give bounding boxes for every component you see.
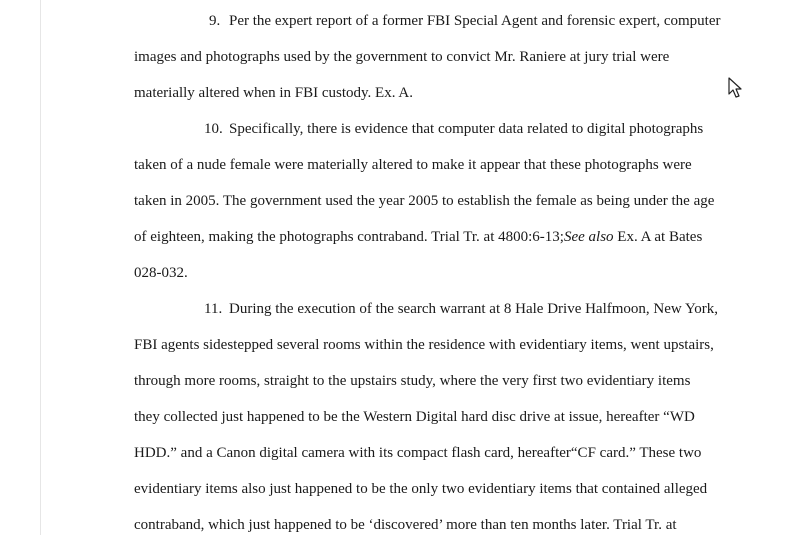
paragraph-number-10: 10.	[204, 121, 223, 137]
paragraph-10-line-2: taken of a nude female were materially altered to make it appear that these photographs were	[134, 157, 692, 173]
paragraph-11-line-5: HDD.” and a Canon digital camera with its compact flash card, hereafter“CF card.” These two	[134, 445, 702, 461]
paragraph-number-11: 11.	[204, 301, 223, 317]
mouse-pointer-icon	[728, 77, 744, 99]
line-4-text-end: Ex. A at Bates	[613, 229, 703, 245]
paragraph-10-first-line: Specifically, there is evidence that computer data related to digital photographs	[229, 121, 704, 137]
paragraph-10-line-5: 028-032.	[134, 265, 188, 281]
paragraph-9-line-3: materially altered when in FBI custody. Ex. A.	[134, 85, 413, 101]
paragraph-11-line-7: contraband, which just happened to be ‘discovered’ more than ten months later. Trial Tr. at	[134, 517, 677, 533]
line-4-text-start: of eighteen, making the photographs contraband. Trial Tr. at 4800:6-13;	[134, 229, 564, 245]
paragraph-11-first-line: During the execution of the search warrant at 8 Hale Drive Halfmoon, New York,	[229, 301, 719, 317]
see-also-citation: See also	[563, 229, 614, 245]
paragraph-10-line-4	[134, 228, 702, 246]
paragraph-9-line-2: images and photographs used by the government to convict Mr. Raniere at jury trial were	[134, 49, 670, 65]
paragraph-11-line-2: FBI agents sidestepped several rooms within the residence with evidentiary items, went upstairs,	[134, 337, 714, 353]
paragraph-11-line-4: they collected just happened to be the Western Digital hard disc drive at issue, hereafter “WD	[134, 409, 695, 425]
paragraph-number-9: 9.	[209, 13, 221, 29]
paragraph-11-line-3: through more rooms, straight to the upstairs study, where the very first two evidentiary items	[134, 373, 691, 389]
page-edge-rule	[40, 0, 41, 535]
paragraph-11-line-6: evidentiary items also just happened to be the only two evidentiary items that contained alleged	[134, 481, 708, 497]
paragraph-10-line-3: taken in 2005. The government used the year 2005 to establish the female as being under the age	[134, 193, 715, 209]
paragraph-9-first-line: Per the expert report of a former FBI Special Agent and forensic expert, computer	[229, 13, 721, 29]
